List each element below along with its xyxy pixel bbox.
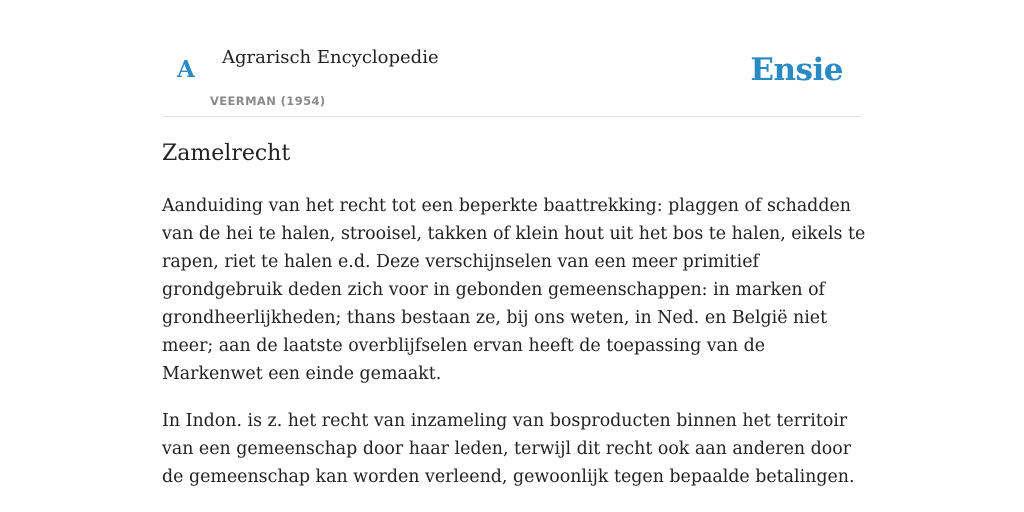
ensie-logo[interactable]: Ensie [750, 52, 843, 88]
article-paragraph: Aanduiding van het recht tot een beperkte baattrekking: plaggen of schadden van de hei te halen, strooisel, takken of klein hout uit het bos te halen, eikels te rapen, riet te halen e.d. Deze verschijnselen van een meer primitief grondgebruik deden zich voor in gebonden gemeenschappen: in marken of grondheerlijkheden; thans bestaan ze, bij ons weten, in Ned. en België niet meer; aan de laatste overblijfselen ervan heeft de toepassing van de Markenwet een einde gemaakt. [162, 196, 866, 384]
article-paragraph: In Indon. is z. het recht van inzameling van bosproducten binnen het territoir van een gemeenschap door haar leden, terwijl dit recht ook aan anderen door de gemeenschap kan worden verleend, gewoonlijk tegen bepaalde betalingen. [162, 411, 855, 487]
article-title: Zamelrecht [162, 141, 291, 166]
source-title-link[interactable]: Agrarisch Encyclopedie [222, 47, 439, 68]
article [162, 138, 867, 491]
source-header [162, 0, 862, 117]
source-logo-icon[interactable]: A [177, 56, 195, 83]
source-author-year: VEERMAN (1954) [210, 94, 326, 108]
